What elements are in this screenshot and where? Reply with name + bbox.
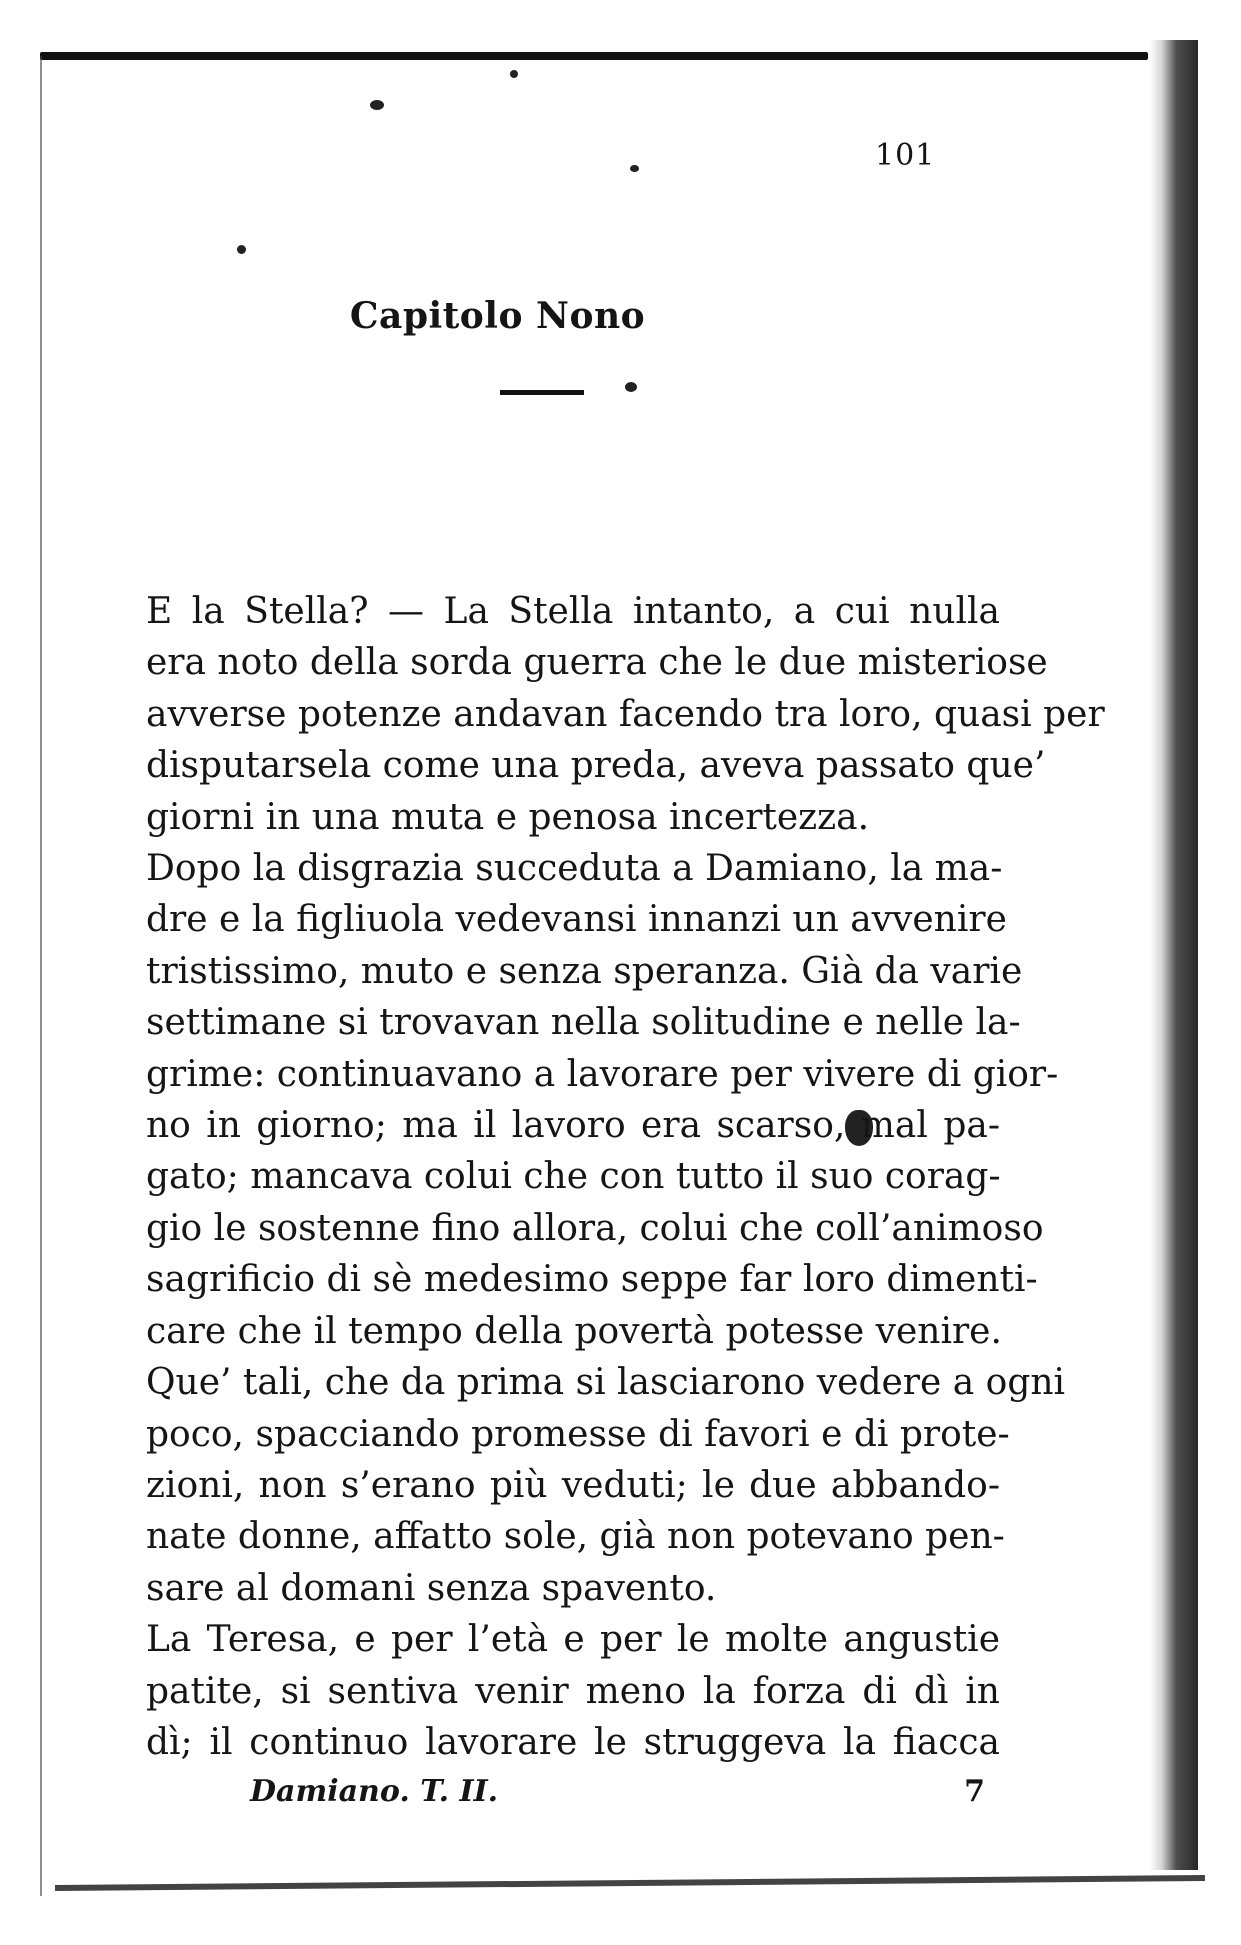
text-line: tristissimo, muto e senza speranza. Già da varie bbox=[146, 950, 1023, 992]
text-line: disputarsela come una preda, aveva passato que’ bbox=[146, 745, 1046, 787]
text-line: era noto della sorda guerra che le due misteriose bbox=[146, 642, 1048, 684]
paragraph bbox=[108, 843, 1066, 1614]
book-page bbox=[60, 60, 1140, 1870]
body-text bbox=[108, 586, 1105, 1768]
footer-signature-mark: 7 bbox=[964, 1774, 985, 1809]
page-binding-shadow bbox=[1150, 40, 1198, 1870]
paragraph bbox=[108, 1614, 1000, 1768]
page-bottom-edge bbox=[55, 1875, 1205, 1891]
text-line: gato; mancava colui che con tutto il suo corag- bbox=[146, 1156, 1001, 1198]
text-line: giorni in una muta e penosa incertezza. bbox=[146, 796, 870, 838]
text-line: care che il tempo della povertà potesse venire. bbox=[146, 1310, 1002, 1352]
text-line: no in giorno; ma il lavoro era scarso, mal pa- bbox=[146, 1105, 1000, 1147]
page-left-edge bbox=[40, 56, 42, 1896]
text-line: zioni, non s’erano più veduti; le due abbando- bbox=[146, 1464, 1000, 1506]
text-line: E la Stella? — La Stella intanto, a cui nulla bbox=[146, 591, 1000, 632]
paragraph bbox=[108, 586, 1105, 843]
text-line: dre e la figliuola vedevansi innanzi un avvenire bbox=[146, 899, 1007, 941]
text-line: nate donne, affatto sole, già non potevano pen- bbox=[146, 1516, 1005, 1558]
text-line: avverse potenze andavan facendo tra loro, quasi per bbox=[146, 693, 1105, 735]
text-line: gio le sostenne fino allora, colui che coll’animoso bbox=[146, 1207, 1044, 1249]
title-rule bbox=[500, 390, 584, 395]
text-line: patite, si sentiva venir meno la forza di dì in bbox=[146, 1670, 1000, 1712]
text-line: grime: continuavano a lavorare per vivere di gior- bbox=[146, 1053, 1059, 1095]
text-line: sare al domani senza spavento. bbox=[146, 1567, 717, 1609]
text-line: La Teresa, e per l’età e per le molte angustie bbox=[146, 1619, 1000, 1661]
footer-running-title: Damiano. T. II. bbox=[250, 1774, 499, 1809]
text-line: settimane si trovavan nella solitudine e nelle la- bbox=[146, 1002, 1021, 1044]
text-line: dì; il continuo lavorare le struggeva la fiacca bbox=[146, 1721, 1000, 1763]
page-number: 101 bbox=[875, 138, 936, 173]
page-top-edge bbox=[40, 52, 1148, 60]
text-line: Que’ tali, che da prima si lasciarono vedere a ogni bbox=[146, 1362, 1066, 1404]
text-line: Dopo la disgrazia succeduta a Damiano, la ma- bbox=[146, 848, 1003, 890]
text-line: poco, spacciando promesse di favori e di prote- bbox=[146, 1413, 1010, 1455]
text-line: sagrificio di sè medesimo seppe far loro dimenti- bbox=[146, 1259, 1038, 1301]
chapter-title: Capitolo Nono bbox=[349, 295, 646, 337]
